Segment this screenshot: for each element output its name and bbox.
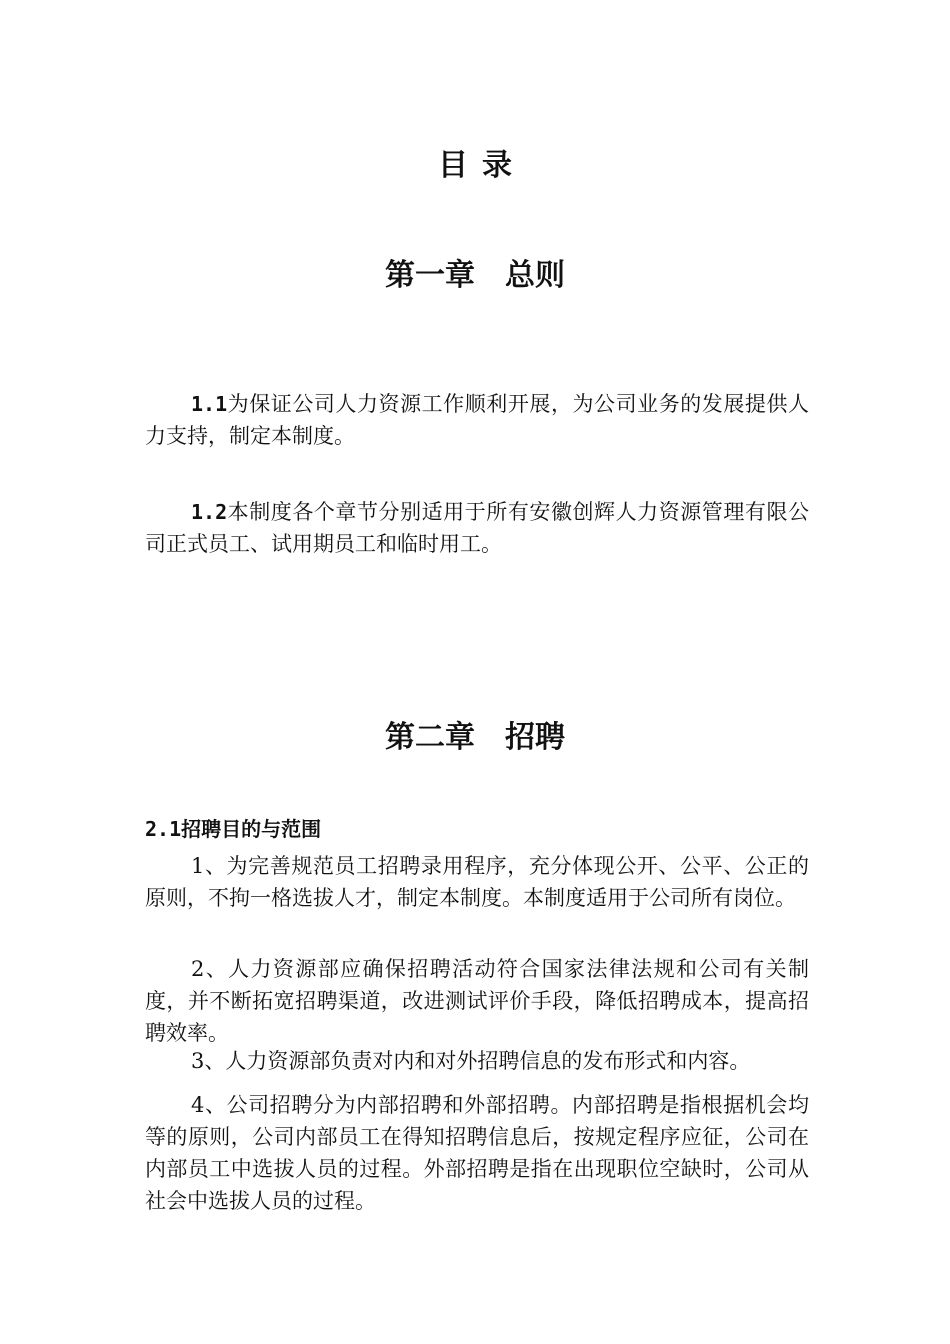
paragraph-text: 为保证公司人力资源工作顺利开展，为公司业务的发展提供人力支持，制定本制度。 (145, 392, 809, 448)
chapter-1-title: 第一章 总则 (385, 258, 565, 293)
list-item: 1、为完善规范员工招聘录用程序，充分体现公开、公平、公正的原则，不拘一格选拔人才，制定本制度。本制度适用于公司所有岗位。 (145, 854, 809, 910)
paragraph-number: 1.1 (191, 392, 228, 416)
toc-title: 目录 (438, 148, 526, 183)
list-item: 3、人力资源部负责对内和对外招聘信息的发布形式和内容。 (191, 1049, 751, 1073)
list-item: 2、人力资源部应确保招聘活动符合国家法律法规和公司有关制度，并不断拓宽招聘渠道，改进测试评价手段，降低招聘成本，提高招聘效率。 (145, 957, 809, 1045)
paragraph-text: 本制度各个章节分别适用于所有安徽创辉人力资源管理有限公司正式员工、试用期员工和临时用工。 (145, 500, 809, 556)
section-number: 2.1 (145, 817, 182, 841)
chapter-2-title: 第二章 招聘 (385, 720, 565, 755)
section-title: 招聘目的与范围 (181, 817, 322, 841)
paragraph-1-2 (145, 496, 809, 560)
section-heading-2-1 (145, 813, 321, 842)
list-item: 4、公司招聘分为内部招聘和外部招聘。内部招聘是指根据机会均等的原则，公司内部员工在得知招聘信息后，按规定程序应征，公司在内部员工中选拔人员的过程。外部招聘是指在出现职位空缺时，公司从社会中选拔人员的过程。 (145, 1093, 809, 1213)
paragraph-1-1 (145, 388, 809, 452)
paragraph-number: 1.2 (191, 500, 228, 524)
